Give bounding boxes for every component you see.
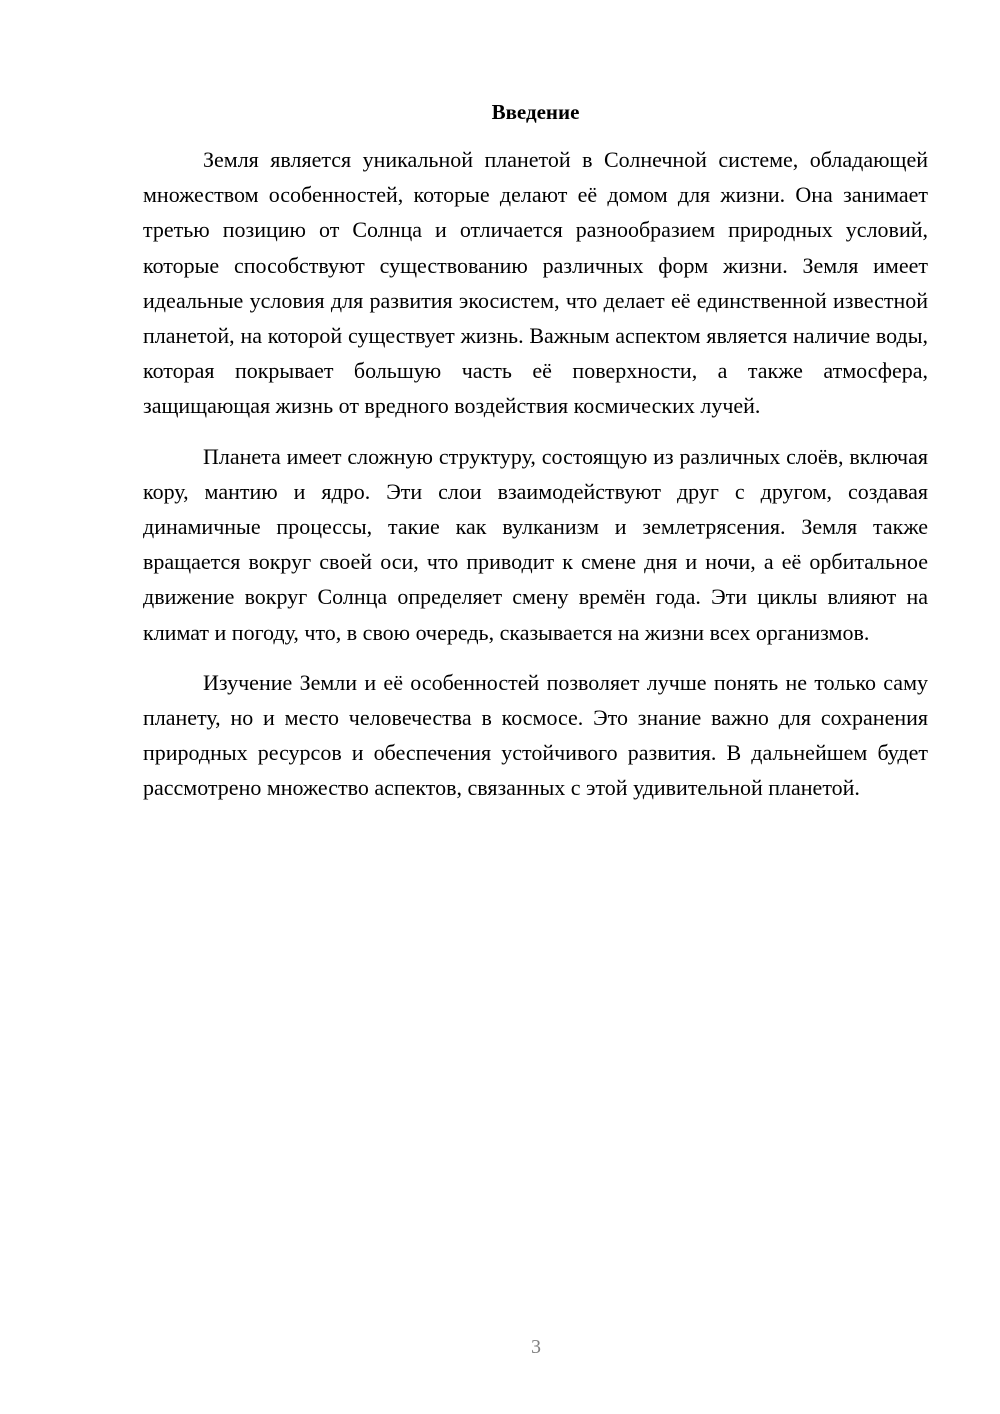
paragraph: Земля является уникальной планетой в Солнечной системе, обладающей множеством особенностей, которые делают её домом для жизни. Она занимает третью позицию от Солнца и отличается разнообразием природных условий, которые способствуют существованию различных форм жизни. Земля имеет идеальные условия для развития экосистем, что делает её единственной известной планетой, на которой существует жизнь. Важным аспектом является наличие воды, которая покрывает большую часть её поверхности, а также атмосфера, защищающая жизнь от вредного воздействия космических лучей. — [143, 147, 928, 419]
body-text — [143, 142, 928, 821]
page-number: 3 — [531, 1336, 541, 1358]
paragraph: Планета имеет сложную структуру, состоящую из различных слоёв, включая кору, мантию и ядро. Эти слои взаимодействуют друг с другом, создавая динамичные процессы, такие как вулканизм и землетрясения. Земля также вращается вокруг своей оси, что приводит к смене дня и ночи, а её орбитальное движение вокруг Солнца определяет смену времён года. Эти циклы влияют на климат и погоду, что, в свою очередь, сказывается на жизни всех организмов. — [143, 443, 928, 645]
section-title: Введение — [491, 100, 580, 124]
paragraph: Изучение Земли и её особенностей позволяет лучше понять не только саму планету, но и место человечества в космосе. Это знание важно для сохранения природных ресурсов и обеспечения устойчивого развития. В дальнейшем будет рассмотрено множество аспектов, связанных с этой удивительной планетой. — [143, 669, 928, 801]
